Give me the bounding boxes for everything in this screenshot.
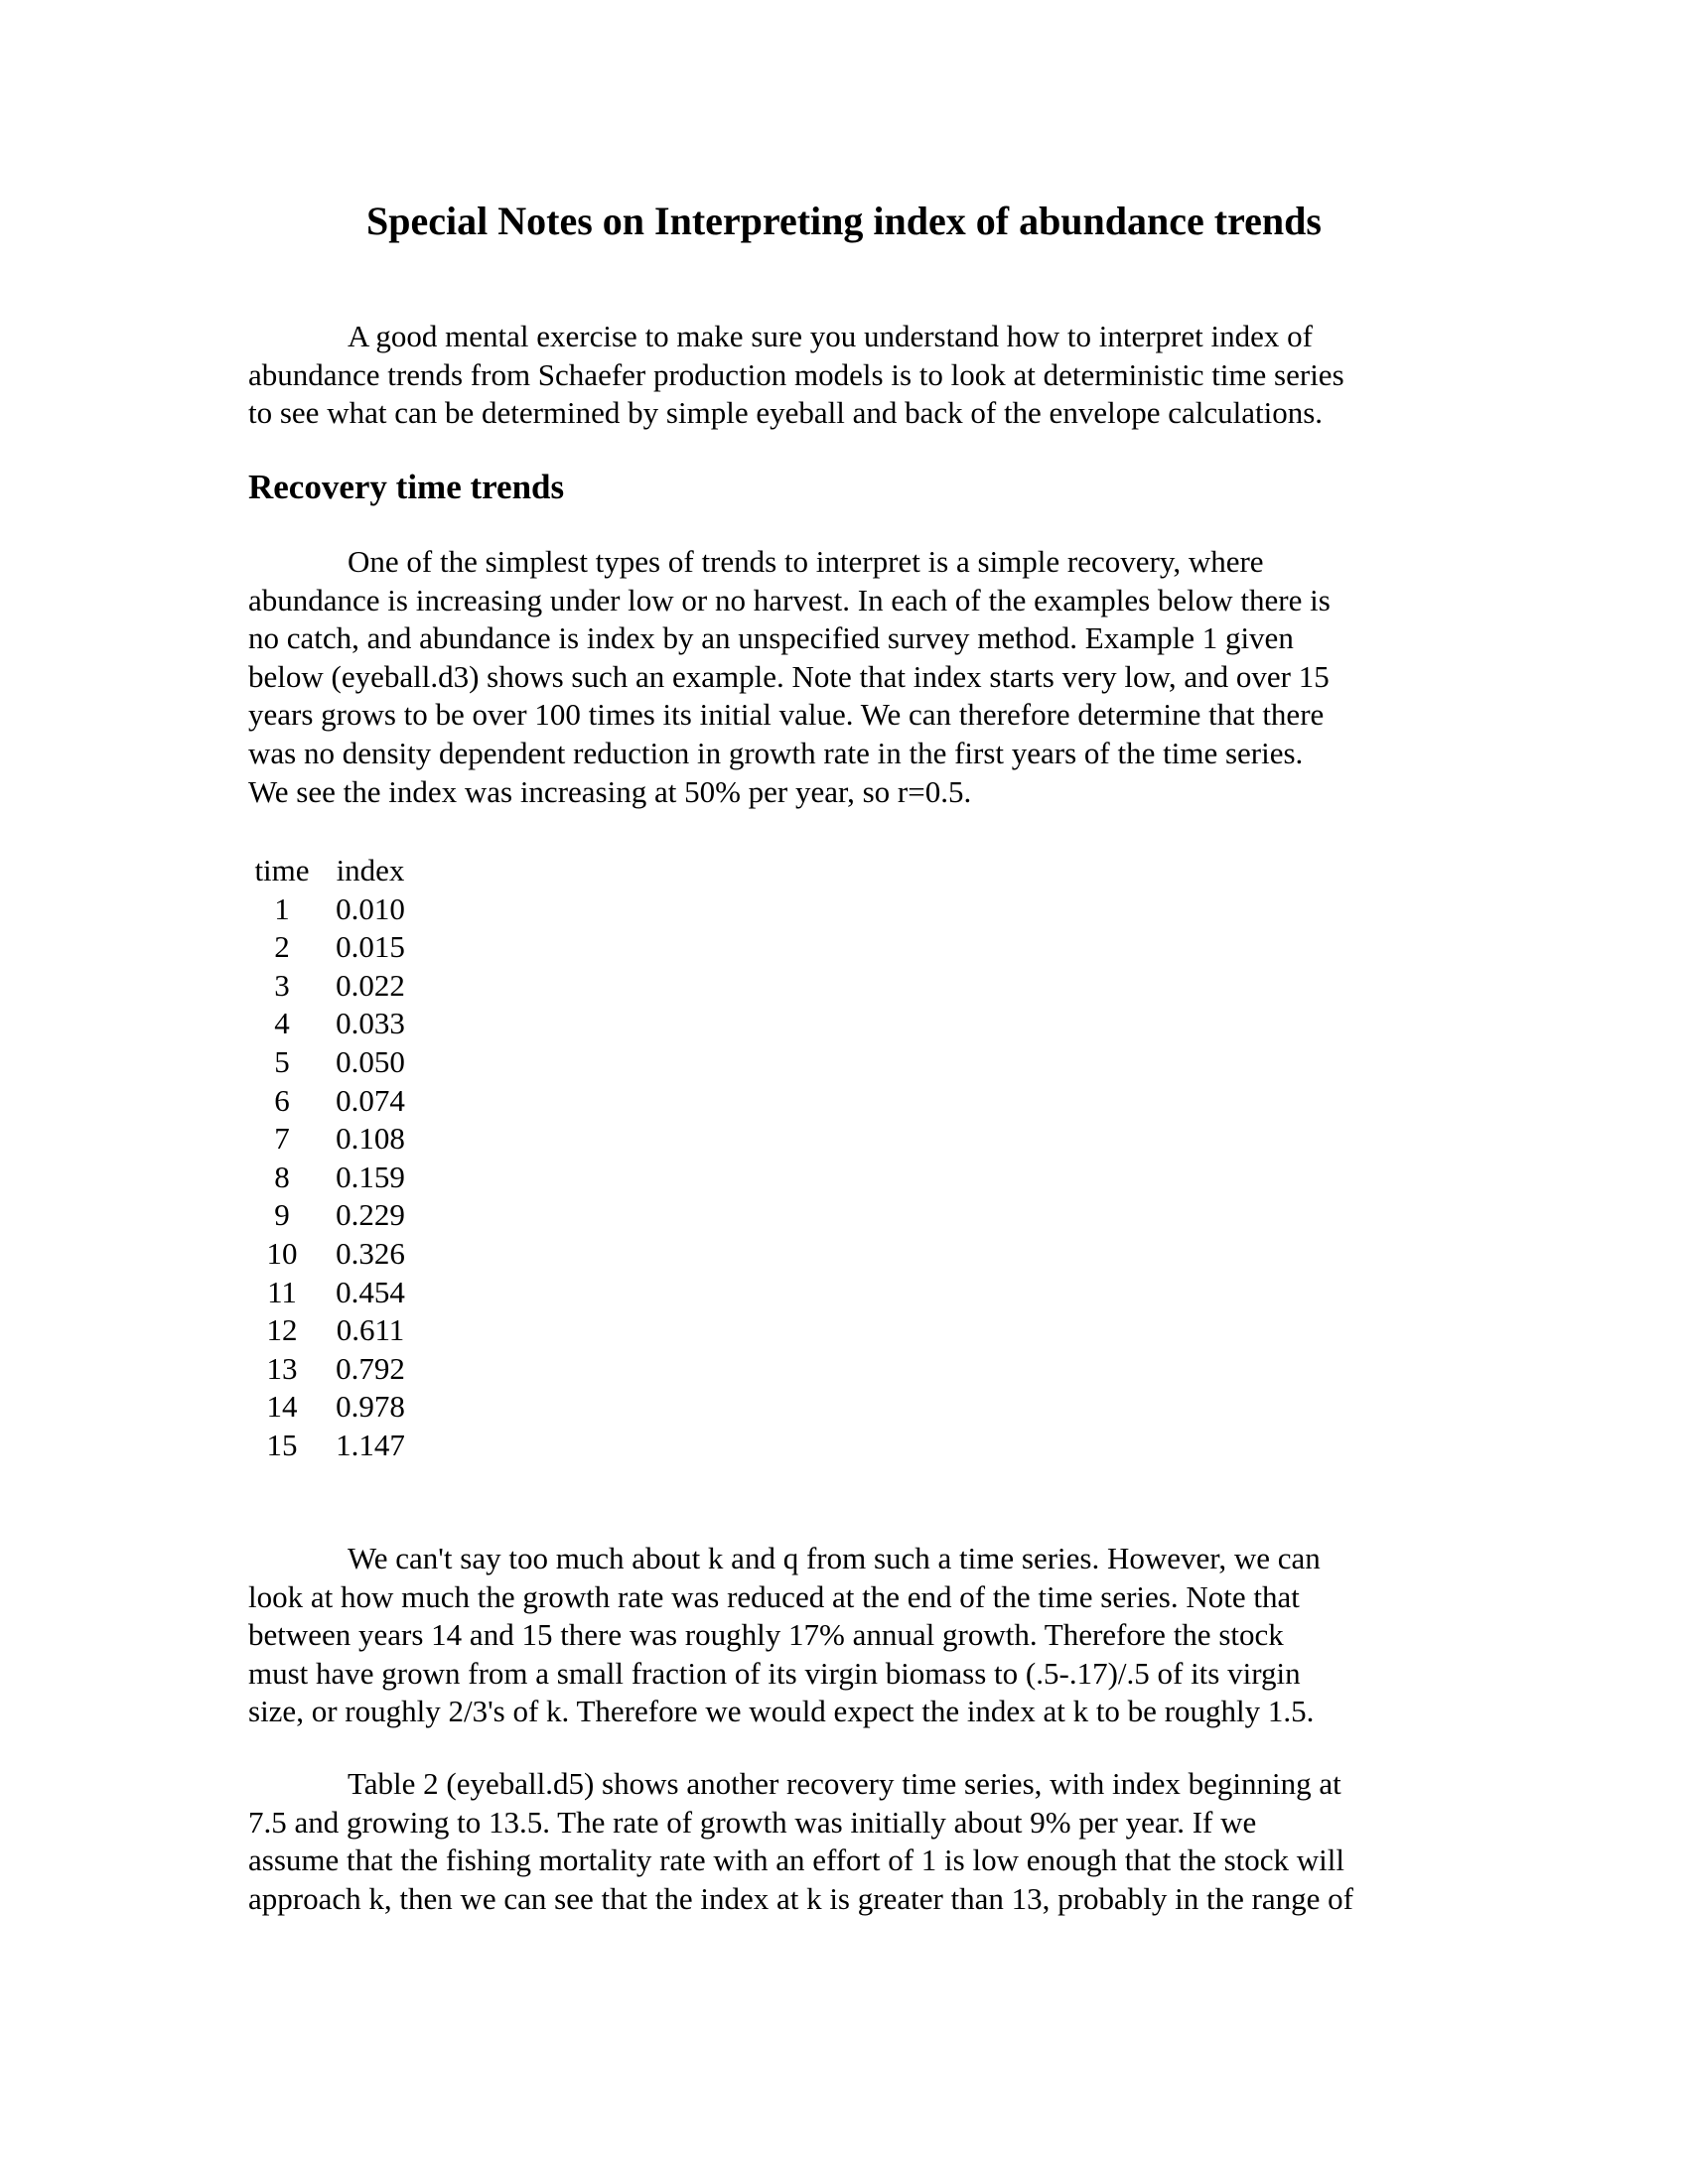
recovery-paragraph — [248, 543, 1470, 811]
index-cell: 0.326 — [336, 1235, 405, 1271]
index-cell: 0.010 — [336, 890, 405, 926]
index-cell: 0.978 — [336, 1389, 405, 1425]
time-cell: 1 — [274, 890, 290, 926]
table-header-row — [248, 852, 425, 890]
time-cell: 2 — [274, 929, 290, 965]
index-cell: 0.454 — [336, 1274, 405, 1309]
text-line: look at how much the growth rate was reduced at the end of the time series. Note that — [248, 1578, 1300, 1614]
time-cell: 6 — [274, 1082, 290, 1118]
time-cell: 12 — [266, 1312, 298, 1348]
text-line: One of the simplest types of trends to interpret is a simple recovery, where — [348, 544, 1264, 579]
time-cell: 14 — [266, 1389, 298, 1425]
text-line: Table 2 (eyeball.d5) shows another recovery time series, with index beginning at — [348, 1766, 1341, 1801]
time-index-table — [248, 852, 425, 1465]
table2-paragraph — [248, 1765, 1470, 1918]
time-cell: 13 — [266, 1350, 298, 1386]
time-cell: 7 — [274, 1121, 290, 1157]
table-row — [248, 1350, 425, 1389]
table-row — [248, 1043, 425, 1082]
time-cell: 10 — [266, 1235, 298, 1271]
time-cell: 5 — [274, 1043, 290, 1079]
time-cell: 11 — [267, 1274, 297, 1309]
table-row — [248, 1082, 425, 1121]
text-line: must have grown from a small fraction of its virgin biomass to (.5-.17)/.5 of its virgin — [248, 1655, 1301, 1691]
text-line: 7.5 and growing to 13.5. The rate of growth was initially about 9% per year. If we — [248, 1804, 1257, 1840]
text-line: to see what can be determined by simple eyeball and back of the envelope calculations. — [248, 395, 1324, 431]
time-cell: 15 — [266, 1427, 298, 1462]
table-row — [248, 1159, 425, 1197]
text-line: We see the index was increasing at 50% per year, so r=0.5. — [248, 773, 972, 809]
text-line: below (eyeball.d3) shows such an example. Note that index starts very low, and over 15 — [248, 658, 1330, 694]
time-cell: 3 — [274, 967, 290, 1003]
document-title: Special Notes on Interpreting index of abundance trends — [366, 199, 1322, 243]
table-row — [248, 1235, 425, 1274]
text-line: assume that the fishing mortality rate with an effort of 1 is low enough that the stock will — [248, 1843, 1345, 1878]
index-cell: 0.015 — [336, 929, 405, 965]
text-line: between years 14 and 15 there was roughly 17% annual growth. Therefore the stock — [248, 1617, 1284, 1653]
table-row — [248, 928, 425, 967]
index-cell: 1.147 — [336, 1427, 405, 1462]
text-line: size, or roughly 2/3's of k. Therefore we would expect the index at k to be roughly 1.5. — [248, 1694, 1315, 1729]
table-row — [248, 1388, 425, 1427]
index-cell: 0.792 — [336, 1350, 405, 1386]
table-row — [248, 1274, 425, 1312]
index-cell: 0.229 — [336, 1197, 405, 1233]
table-row — [248, 1005, 425, 1043]
column-header-time: time — [254, 853, 310, 887]
text-line: approach k, then we can see that the index at k is greater than 13, probably in the range of — [248, 1880, 1354, 1916]
time-cell: 9 — [274, 1197, 290, 1233]
table-row — [248, 1196, 425, 1235]
text-line: no catch, and abundance is index by an unspecified survey method. Example 1 given — [248, 620, 1294, 656]
time-cell: 4 — [274, 1006, 290, 1041]
section-heading: Recovery time trends — [248, 468, 565, 506]
index-cell: 0.050 — [336, 1043, 405, 1079]
index-cell: 0.033 — [336, 1006, 405, 1041]
column-header-index: index — [336, 853, 405, 887]
table-row — [248, 967, 425, 1006]
table-row — [248, 1427, 425, 1465]
index-cell: 0.108 — [336, 1121, 405, 1157]
index-cell: 0.074 — [336, 1082, 405, 1118]
index-cell: 0.022 — [336, 967, 405, 1003]
text-line: years grows to be over 100 times its initial value. We can therefore determine that there — [248, 697, 1325, 733]
text-line: was no density dependent reduction in growth rate in the first years of the time series. — [248, 735, 1304, 770]
time-cell: 8 — [274, 1159, 290, 1194]
text-line: abundance is increasing under low or no harvest. In each of the examples below there is — [248, 582, 1331, 617]
text-line: abundance trends from Schaefer production models is to look at deterministic time series — [248, 356, 1344, 392]
table-row — [248, 1311, 425, 1350]
intro-paragraph — [248, 318, 1470, 433]
table-row — [248, 1120, 425, 1159]
index-cell: 0.611 — [336, 1312, 405, 1348]
table-body — [248, 890, 425, 1465]
text-line: A good mental exercise to make sure you understand how to interpret index of — [348, 319, 1313, 353]
text-line: We can't say too much about k and q from such a time series. However, we can — [348, 1541, 1321, 1575]
growth-rate-paragraph — [248, 1540, 1470, 1731]
table-row — [248, 890, 425, 929]
index-cell: 0.159 — [336, 1159, 405, 1194]
